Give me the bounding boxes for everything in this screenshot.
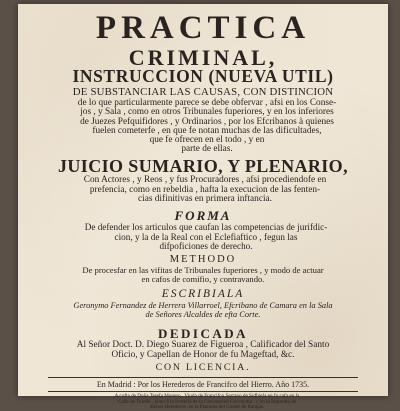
forma-paragraph (46, 223, 366, 252)
metodo-line: De procesfar en las vifitas de Tribunales fuperiores , y modo de actuar (82, 265, 324, 275)
juicio-line: prefencia, como en rebeldia , hafta la execucion de las fenten- (89, 184, 321, 195)
colophon-line: dichos Herederos, en la Plazuela del Conde de Barajas. (149, 404, 265, 411)
intro-line: de lo que particularmente parece se debe obfervar , afsi en los Conse- (77, 98, 337, 108)
intro-line: jos , y Sala , como en otros Tribunales fuperiores, y en los inferiores (80, 107, 334, 118)
forma-line: difpoficiones de derecho. (159, 241, 253, 252)
intro-line: parte de ellas. (181, 144, 233, 155)
author-paragraph (40, 301, 366, 320)
divider-top (48, 377, 358, 378)
licencia: CON LICENCIA. (155, 362, 251, 373)
intro-line: que fe ofrecen en el todo , y en (149, 135, 265, 146)
juicio-paragraph (44, 176, 366, 205)
metodo-line: en cafos de comifio, y contravando. (141, 274, 265, 285)
metodo-paragraph (40, 266, 366, 284)
lead-line: DE SUBSTANCIAR LAS CAUSAS, CON DISTINCION (72, 86, 334, 98)
author-line: de Señores Alcaldes de efta Corte. (145, 310, 261, 320)
colophon (48, 394, 366, 411)
heading-escribiala: ESCRIBIALA (161, 288, 245, 300)
dedication-line: Al Señor Doct. D. Diego Suarez de Figueroa , Calificador del Santo (76, 340, 330, 350)
forma-line: cion, y la de la Real con el Eclefiaftico , fegun las (114, 231, 298, 242)
imprint: En Madrid : Por los Herederos de Francifco del Hierro. Año 1735. (96, 380, 310, 389)
title-page (18, 4, 388, 411)
heading-forma: FORMA (174, 208, 232, 223)
forma-line: De defender los articulos que caufan las competencias de jurifdic- (84, 222, 328, 232)
heading-juicio: JUICIO SUMARIO, Y PLENARIO, (58, 156, 348, 176)
colophon-line: A cofta de Doña Terefa Moreno , Viuda de Francifco Serrano de Sufbiela en fu cafa en la (114, 393, 300, 399)
juicio-line: Con Actores , y Reos , y fus Procuradores , afsi procediendofe en (83, 175, 327, 185)
subtitle: INSTRUCCION (NUEVA UTIL) (72, 66, 334, 86)
intro-line: fuelen cometerfe , en que fe notan muchas de las dificultades, (92, 125, 322, 136)
intro-paragraph (48, 99, 366, 155)
author-line: Geronymo Fernandez de Herrera Villarroel, Efcribano de Camara en la Sala (73, 301, 333, 310)
divider-bottom (48, 391, 358, 392)
dedication-line: Oficio, y Capellan de Honor de fu Mageftad, &c. (111, 350, 295, 360)
heading-metodo: METHODO (169, 254, 237, 265)
title-line-1: PRACTICA (95, 10, 311, 46)
intro-line: de Juezes Pefquifidores , y Ordinarios , por los Efcribanos à quienes (80, 116, 334, 127)
dedication-paragraph (40, 340, 366, 360)
title-line-2: CRIMINAL, (128, 45, 278, 70)
colophon-line: Calle de Toledo , junto à la Porteria de la Concepcion Geronyma ; y en la Imprenta de (117, 398, 297, 405)
heading-dedicada: DEDICADA (157, 326, 249, 341)
juicio-line: cias difinitivas en primera inftancia. (138, 194, 272, 204)
